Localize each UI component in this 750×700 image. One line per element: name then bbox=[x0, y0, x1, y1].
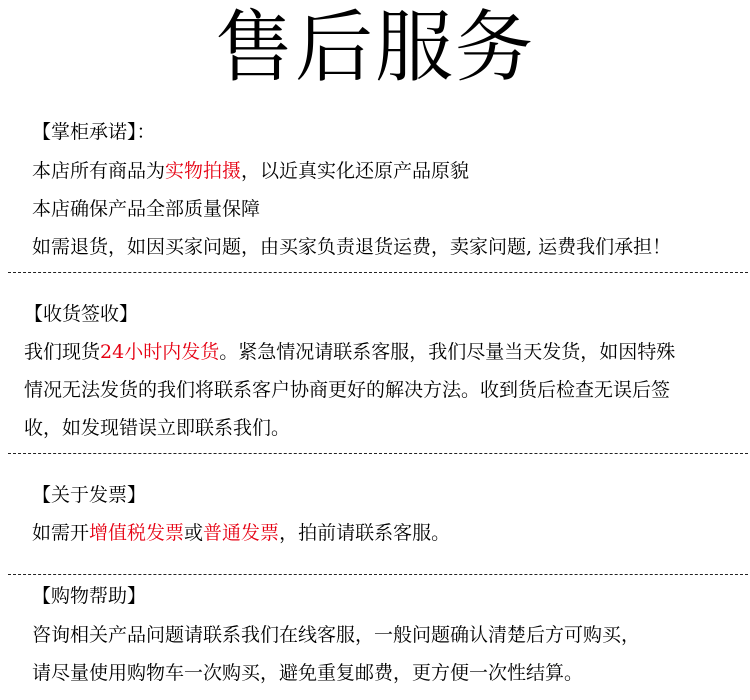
invoice-line-1-tail: ，拍前请联系客服。 bbox=[279, 522, 451, 544]
receipt-highlight: 24小时内发货 bbox=[100, 341, 220, 363]
invoice-line-1-text: 如需开 bbox=[32, 522, 90, 544]
receipt-line-3: 收，如发现错误立即联系我们。 bbox=[24, 417, 291, 439]
help-line-2: 请尽量使用购物车一次购买，避免重复邮费，更方便一次性结算。 bbox=[32, 662, 584, 684]
divider bbox=[8, 574, 748, 575]
invoice-heading: 【关于发票】 bbox=[32, 484, 147, 506]
invoice-highlight-vat: 增值税发票 bbox=[89, 522, 185, 544]
help-line-1: 咨询相关产品问题请联系我们在线客服，一般问题确认清楚后方可购买， bbox=[32, 624, 641, 646]
invoice-highlight-normal: 普通发票 bbox=[203, 522, 280, 544]
promise-line-3: 如需退货，如因买家问题，由买家负责退货运费，卖家问题, 运费我们承担！ bbox=[32, 236, 672, 258]
invoice-line-1-mid: 或 bbox=[184, 522, 204, 544]
receipt-heading: 【收货签收】 bbox=[24, 303, 139, 325]
invoice-line-1 bbox=[32, 520, 450, 546]
promise-line-1-text: 本店所有商品为 bbox=[32, 160, 166, 182]
promise-line-1 bbox=[32, 158, 469, 184]
promise-line-1-tail: ，以近真实化还原产品原貌 bbox=[241, 160, 470, 182]
receipt-line-2: 情况无法发货的我们将联系客户协商更好的解决方法。收到货后检查无误后签 bbox=[24, 379, 671, 401]
receipt-line-1 bbox=[24, 339, 675, 365]
promise-heading: 【掌柜承诺】： bbox=[32, 121, 156, 143]
page-title: 售后服务 bbox=[214, 3, 535, 93]
divider bbox=[8, 272, 748, 273]
promise-line-2: 本店确保产品全部质量保障 bbox=[32, 198, 261, 220]
receipt-line-1-tail: 。紧急情况请联系客服，我们尽量当天发货，如因特殊 bbox=[219, 341, 676, 363]
promise-highlight: 实物拍摄 bbox=[165, 160, 242, 182]
divider bbox=[8, 453, 748, 454]
help-heading: 【购物帮助】 bbox=[32, 585, 147, 607]
receipt-line-1-text: 我们现货 bbox=[24, 341, 101, 363]
